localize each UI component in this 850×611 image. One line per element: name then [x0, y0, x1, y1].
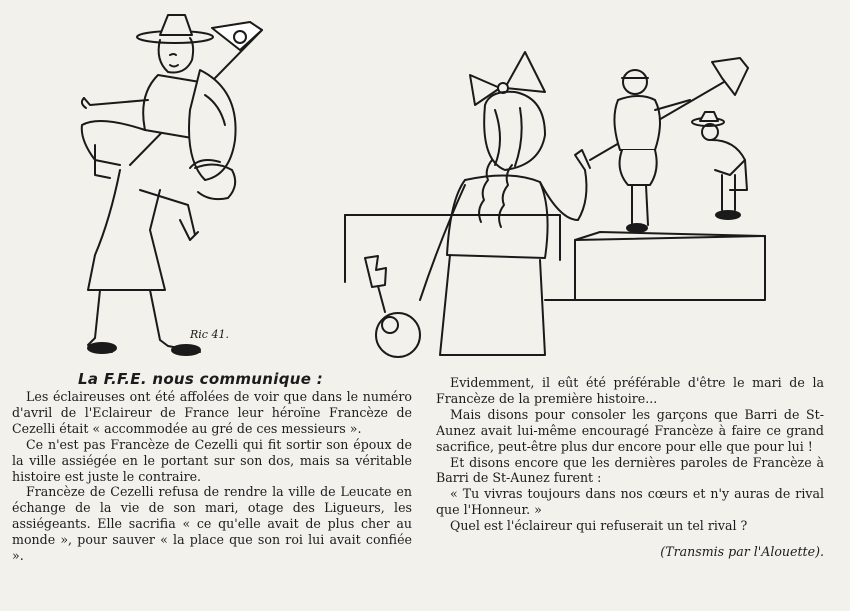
- left-text-column: [12, 389, 412, 564]
- paragraph: Mais disons pour consoler les garçons que Barri de St-Aunez avait lui-même encouragé Francèze à faire ce grand sacrifice, peut-être plus dur encore pour elle que pour lui !: [436, 406, 824, 454]
- artist-signature: Ric 41.: [190, 328, 229, 341]
- halberd-soldier-figure: [590, 58, 748, 232]
- paragraph: Evidemment, il eût été préférable d'être le mari de la Francèze de la première histoire...: [436, 375, 824, 406]
- paragraph: Francèze de Cezelli refusa de rendre la ville de Leucate en échange de la vie de son mari, otage des Ligueurs, les assiégeants. Elle sacrifia « ce qu'elle avait de plus cher au monde », pour sauver « la place que son roi lui avait confiée ».: [12, 484, 412, 564]
- article-heading: La F.F.E. nous communique :: [78, 370, 324, 388]
- left-figure-carrying-scene: [82, 15, 262, 355]
- right-text-column: [436, 375, 824, 560]
- paragraph: Et disons encore que les dernières paroles de Francèze à Barri de St-Aunez furent :: [436, 454, 824, 486]
- right-figure-girl: [420, 52, 590, 355]
- stage-platform: [345, 215, 765, 300]
- paragraph: « Tu vivras toujours dans nos cœurs et n'y auras de rival que l'Honneur. »: [436, 486, 824, 518]
- key-icon: [365, 256, 420, 357]
- paragraph: Les éclaireuses ont été affolées de voir que dans le numéro d'avril de l'Eclaireur de France leur héroïne Francèze de Cezelli était « accommodée au gré de ces messieurs ».: [12, 389, 412, 436]
- paragraph: Ce n'est pas Francèze de Cezelli qui fit sortir son époux de la ville assiégée en le portant sur son dos, mais sa véritable histoire est juste le contraire.: [12, 436, 412, 484]
- credit-line: (Transmis par l'Alouette).: [660, 544, 824, 560]
- small-scout-figure: [692, 112, 747, 219]
- paragraph: Quel est l'éclaireur qui refuserait un tel rival ?: [450, 518, 748, 534]
